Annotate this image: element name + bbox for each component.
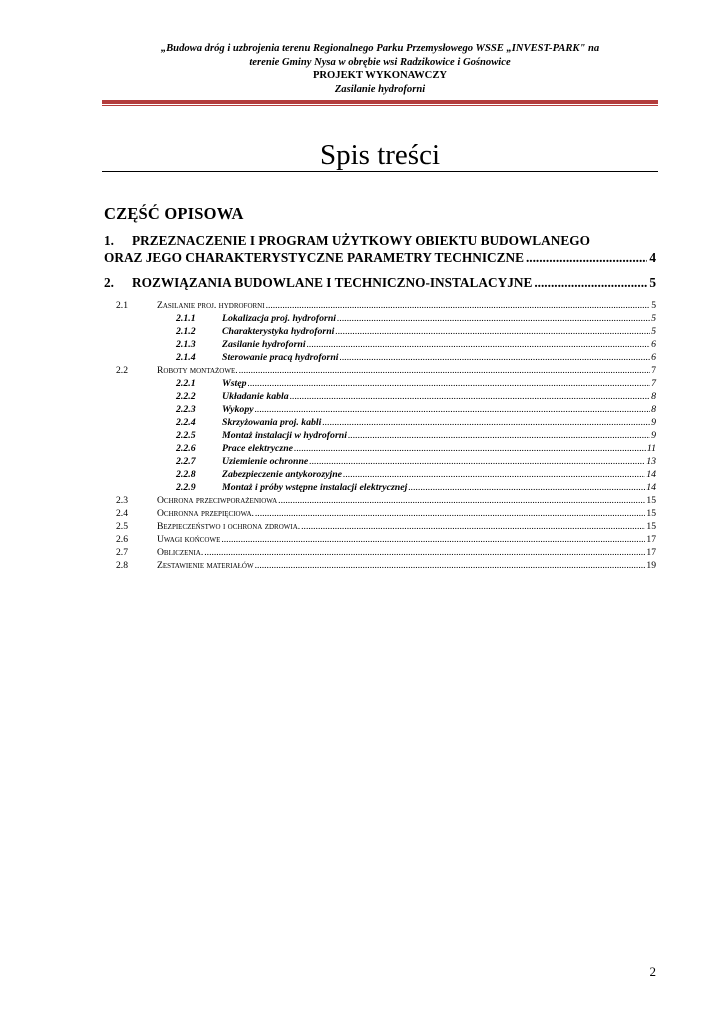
toc-entry[interactable] <box>104 520 656 533</box>
toc-entry-label: Skrzyżowania proj. kabli <box>222 417 322 428</box>
toc-entry-number: 2.3 <box>116 495 128 506</box>
toc-page-number: 7 <box>651 365 656 376</box>
toc-subentry[interactable] <box>104 455 656 468</box>
toc-subentry[interactable] <box>104 325 656 338</box>
toc-page-number: 5 <box>649 275 656 290</box>
toc-leader <box>278 494 645 507</box>
toc-chapter-label: PRZEZNACZENIE I PROGRAM UŻYTKOWY OBIEKTU BUDOWLANEGO <box>132 233 590 248</box>
toc-leader <box>239 364 651 377</box>
toc-entry-number: 2.1.4 <box>176 352 196 363</box>
toc-leader <box>335 325 650 338</box>
toc-page-number: 19 <box>646 560 656 571</box>
toc-entry-number: 2.2.6 <box>176 443 196 454</box>
toc-entry-label: Roboty montażowe. <box>157 365 238 376</box>
toc-leader <box>255 559 646 572</box>
toc-entry-label: Sterowanie pracą hydroforni <box>222 352 339 363</box>
toc-entry-number: 2.4 <box>116 508 128 519</box>
toc-entry-number: 2.6 <box>116 534 128 545</box>
toc-entry-label: Montaż i próby wstępne instalacji elektrycznej <box>222 482 408 493</box>
toc-entry-number: 2.1.1 <box>176 313 196 324</box>
toc-page-number: 9 <box>651 417 656 428</box>
toc-entry-label: Wykopy <box>222 404 254 415</box>
toc-entry-label: Prace elektryczne <box>222 443 293 454</box>
toc-entry-number: 2.1.3 <box>176 339 196 350</box>
toc-entry-number: 2.8 <box>116 560 128 571</box>
toc-entry-label: Zabezpieczenie antykorozyjne <box>222 469 342 480</box>
toc-entry-label: Charakterystyka hydroforni <box>222 326 335 337</box>
toc-entry-number: 2.7 <box>116 547 128 558</box>
toc-page-number: 8 <box>651 391 656 402</box>
section-heading: CZĘŚĆ OPISOWA <box>104 204 244 223</box>
toc-entry[interactable] <box>104 364 656 377</box>
toc-entry-label: Uwagi końcowe <box>157 534 221 545</box>
toc-subentry[interactable] <box>104 403 656 416</box>
toc-entry-number: 2.2.2 <box>176 391 196 402</box>
toc-chapter-2[interactable] <box>104 274 656 291</box>
toc-entry-number: 2.2.5 <box>176 430 196 441</box>
toc-subentry[interactable] <box>104 429 656 442</box>
header-project-line-1: „Budowa dróg i uzbrojenia terenu Regionalnego Parku Przemysłowego WSSE „INVEST-PARK" na <box>160 43 600 54</box>
toc-entry[interactable] <box>104 507 656 520</box>
toc-page-number: 9 <box>651 430 656 441</box>
toc-entry-number: 2.2.1 <box>176 378 196 389</box>
toc-leader <box>526 249 647 266</box>
toc-entry[interactable] <box>104 546 656 559</box>
toc-leader <box>221 533 645 546</box>
toc-subentry[interactable] <box>104 351 656 364</box>
toc-subentry[interactable] <box>104 377 656 390</box>
toc-entry-label: Zasilanie hydroforni <box>222 339 306 350</box>
toc-entry-label: Obliczenia. <box>157 547 204 558</box>
toc-chapter-1[interactable] <box>104 232 656 266</box>
toc-entry[interactable] <box>104 559 656 572</box>
toc-entry[interactable] <box>104 494 656 507</box>
toc-subentry[interactable] <box>104 416 656 429</box>
toc-entry-number: 2.2.4 <box>176 417 196 428</box>
toc-entry-number: 2.5 <box>116 521 128 532</box>
toc-page-number: 14 <box>646 469 656 480</box>
toc-page-number: 15 <box>646 521 656 532</box>
page-number: 2 <box>649 964 656 979</box>
document-header <box>102 42 658 96</box>
toc-leader <box>248 377 651 390</box>
toc-page-number: 13 <box>646 456 656 467</box>
toc-chapter-number: 1. <box>104 233 114 248</box>
toc-leader <box>534 274 647 291</box>
toc-leader <box>255 507 646 520</box>
toc-page-number: 8 <box>651 404 656 415</box>
toc-page-number: 6 <box>651 339 656 350</box>
toc-leader <box>322 416 650 429</box>
title-underline <box>102 171 658 172</box>
toc-chapter-label: ROZWIĄZANIA BUDOWLANE I TECHNICZNO-INSTALACYJNE <box>132 275 533 290</box>
toc-entry-label: Montaż instalacji w hydroforni <box>222 430 347 441</box>
toc-entry[interactable] <box>104 299 656 312</box>
table-of-contents <box>104 232 656 572</box>
toc-entry-number: 2.2 <box>116 365 128 376</box>
header-project-line-2: terenie Gminy Nysa w obrębie wsi Radzikowice i Gośnowice <box>249 56 511 68</box>
toc-leader <box>290 390 650 403</box>
toc-subentry[interactable] <box>104 312 656 325</box>
page-title: Spis treści <box>319 139 441 171</box>
toc-leader <box>266 299 651 312</box>
toc-page-number: 7 <box>651 378 656 389</box>
toc-leader <box>343 468 645 481</box>
toc-subentry[interactable] <box>104 468 656 481</box>
toc-subentry[interactable] <box>104 481 656 494</box>
toc-entry-label: Bezpieczeństwo i ochrona zdrowia. <box>157 521 301 532</box>
header-project-type: PROJEKT WYKONAWCZY <box>312 70 448 81</box>
toc-entry-label: Uziemienie ochronne <box>222 456 309 467</box>
toc-page-number: 5 <box>651 326 656 337</box>
toc-subentry[interactable] <box>104 390 656 403</box>
toc-leader <box>340 351 651 364</box>
toc-page-number: 4 <box>649 250 656 265</box>
toc-leader <box>348 429 650 442</box>
toc-entry-label: Ochronna przepięciowa. <box>157 508 254 519</box>
toc-page-number: 14 <box>646 482 656 493</box>
toc-subentry[interactable] <box>104 338 656 351</box>
toc-entry-label: Zasilanie proj. hydroforni <box>157 300 265 311</box>
toc-page-number: 17 <box>646 547 656 558</box>
toc-chapter-label-continued: ORAZ JEGO CHARAKTERYSTYCZNE PARAMETRY TECHNICZNE <box>104 250 524 265</box>
toc-entry-label: Lokalizacja proj. hydroforni <box>222 313 337 324</box>
toc-page-number: 15 <box>646 495 656 506</box>
toc-page-number: 17 <box>646 534 656 545</box>
header-rule-thick <box>102 100 658 104</box>
toc-entry-label: Wstęp <box>222 378 247 389</box>
toc-leader <box>294 442 646 455</box>
toc-entry-number: 2.2.9 <box>176 482 196 493</box>
toc-page-number: 15 <box>646 508 656 519</box>
toc-chapter-number: 2. <box>104 275 114 290</box>
toc-leader <box>204 546 645 559</box>
header-subject: Zasilanie hydroforni <box>334 83 426 95</box>
toc-page-number: 6 <box>651 352 656 363</box>
toc-leader <box>337 312 650 325</box>
toc-leader <box>255 403 651 416</box>
toc-page-number: 11 <box>646 443 656 454</box>
toc-entry-number: 2.1 <box>116 300 128 311</box>
toc-page-number: 5 <box>651 313 656 324</box>
toc-entry[interactable] <box>104 533 656 546</box>
header-rule-thin <box>102 105 658 106</box>
toc-entry-number: 2.1.2 <box>176 326 196 337</box>
toc-page-number: 5 <box>651 300 656 311</box>
toc-leader <box>301 520 645 533</box>
toc-leader <box>309 455 645 468</box>
toc-subentry[interactable] <box>104 442 656 455</box>
toc-leader <box>408 481 645 494</box>
toc-entry-label: Układanie kabla <box>222 391 289 402</box>
toc-leader <box>307 338 651 351</box>
toc-entry-label: Ochrona przeciwporażeniowa <box>157 495 278 506</box>
toc-entry-label: Zestawienie materiałów <box>157 560 254 571</box>
toc-entry-number: 2.2.3 <box>176 404 196 415</box>
toc-entry-number: 2.2.7 <box>176 456 196 467</box>
toc-entry-number: 2.2.8 <box>176 469 196 480</box>
